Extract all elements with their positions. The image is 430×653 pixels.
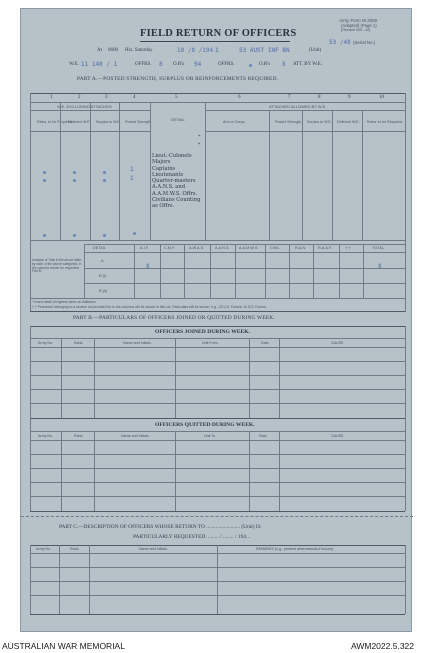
- right-col-arm: Arm or Corps.: [223, 120, 246, 124]
- serial-label: (Serial No.): [353, 40, 376, 45]
- col-number-5: 5: [175, 95, 178, 100]
- form-title: FIELD RETURN OF OFFICERS: [140, 28, 297, 39]
- typed-mark: [43, 171, 46, 174]
- rank-list: [152, 153, 200, 210]
- col-number-3: 3: [105, 95, 108, 100]
- summary-vline: [184, 244, 185, 298]
- rank-asterisk-2: *: [198, 143, 201, 148]
- joined-col-unit-from: Unit From.: [202, 341, 219, 345]
- joined-title-border: [30, 338, 405, 339]
- part-a-vline-8: [332, 110, 333, 240]
- part-c-vline: [217, 545, 218, 614]
- part-c-tear-line: [21, 516, 413, 517]
- summary-vline: [363, 244, 364, 298]
- part-a-bottom-border: [30, 311, 405, 312]
- part-a-vline-7: [302, 110, 303, 240]
- ors2-label: O.R's: [259, 62, 271, 67]
- ors-label: O.R's: [173, 62, 185, 67]
- typed-one-captains: 1: [130, 166, 134, 173]
- summary-vline: [339, 244, 340, 298]
- summary-col-ran: R.A.N.: [295, 246, 307, 250]
- summary-col-civil: CIVIL.: [270, 246, 281, 250]
- joined-vline: [249, 338, 250, 418]
- summary-col-other: † †: [345, 246, 351, 250]
- summary-col-raaf: R.A.A.F.: [318, 246, 332, 250]
- right-col-posted: Posted Strength.: [275, 120, 302, 124]
- quitted-col-cause: CAUSE.: [331, 434, 345, 438]
- summary-row-border-2: [84, 283, 405, 284]
- offrs2-label: OFFRS.: [218, 62, 235, 67]
- footnote-1: * Insert detail of highest ranks on Battalion.: [32, 300, 97, 304]
- col-number-6: 6: [238, 95, 241, 100]
- quitted-col-army-no: Army No.: [38, 434, 53, 438]
- part-a-vline-3: [119, 102, 120, 240]
- summary-vline: [160, 244, 161, 298]
- summary-side-note: Analysis of Total in the above table, by each of the above categories, in the columns shown for respective Part B.: [32, 258, 82, 274]
- col-number-row-border: [30, 102, 405, 103]
- joined-col-army-no: Army No.: [38, 341, 53, 345]
- typed-mark: [133, 232, 136, 235]
- summary-vline: [313, 244, 314, 298]
- quitted-vline: [249, 431, 250, 511]
- joined-col-rank: Rank.: [74, 341, 84, 345]
- part-b-title: PART B.—PARTICULARS OF OFFICERS JOINED OR QUITTED DURING WEEK.: [73, 315, 275, 321]
- rank-majors: Majors: [152, 159, 171, 166]
- summary-vline: [134, 244, 135, 298]
- summary-total-value: 8: [378, 263, 382, 270]
- joined-vline: [405, 326, 406, 418]
- joined-col-name: Name and Initials.: [123, 341, 152, 345]
- footer-source: AUSTRALIAN WAR MEMORIAL: [2, 641, 125, 651]
- unit-value: 53 AUST INF BN: [239, 47, 290, 54]
- rank-quarter-masters: Quarter-masters: [152, 178, 196, 185]
- quitted-vline: [94, 431, 95, 511]
- typed-mark: [43, 179, 46, 182]
- quitted-row-line: [30, 496, 405, 497]
- detail-header: DETAIL: [171, 117, 185, 122]
- col-number-8: 8: [318, 95, 321, 100]
- quitted-row-line: [30, 482, 405, 483]
- joined-title: OFFICERS JOINED DURING WEEK.: [155, 329, 251, 335]
- quitted-col-rank: Rank.: [74, 434, 84, 438]
- summary-vline: [235, 244, 236, 298]
- quitted-col-date: Date.: [259, 434, 268, 438]
- we-excl-header: W.E. EXCLUDING ATTACHED: [57, 104, 112, 109]
- part-c-col-name: Name and Initials.: [139, 547, 168, 551]
- joined-vline: [279, 338, 280, 418]
- quitted-vline: [61, 431, 62, 511]
- quitted-vline: [175, 431, 176, 511]
- part-a-vline-4: [150, 102, 151, 240]
- typed-mark: [73, 234, 76, 237]
- part-c-bottom-border: [30, 614, 405, 615]
- part-a-vline-9: [362, 110, 363, 240]
- part-a-vline-5: [205, 102, 206, 240]
- rank-captains: Captains: [152, 165, 176, 172]
- part-a-title: PART A.—POSTED STRENGTH, SURPLUS OR REINFORCEMENTS REQUIRED.: [77, 76, 279, 82]
- offrs2-mark: [249, 64, 252, 67]
- we-label: W.E.: [69, 62, 79, 67]
- summary-col-total: TOTAL: [372, 246, 384, 250]
- right-col-surplus: Surplus to W.E.: [307, 120, 332, 124]
- part-a-totals-border: [30, 240, 405, 241]
- form-id-line3: (Revised 000...42): [341, 28, 371, 32]
- at-time: 0600: [108, 48, 118, 53]
- right-col-deficient: Deficient W.E.: [337, 120, 360, 124]
- typed-mark: [73, 179, 76, 182]
- left-col-reins: Reins. to be Required.: [37, 120, 73, 124]
- summary-row-b2: B (ii): [99, 288, 108, 293]
- part-c-vline: [89, 545, 90, 614]
- we-value: 11 140 / 1: [81, 61, 118, 68]
- quitted-col-name: Name and Initials.: [121, 434, 150, 438]
- part-c-col-remarks: REMARKS (e.g., present whereabouts if known).: [256, 547, 334, 551]
- part-c-vline: [405, 545, 406, 614]
- rank-as-offrs: as Offrs.: [152, 203, 175, 210]
- part-a-top-border: [30, 93, 405, 94]
- unit-label: (Unit): [309, 48, 322, 53]
- rank-asterisk-1: *: [198, 135, 201, 140]
- at-date: 18 /8 /194: [177, 47, 214, 54]
- joined-bottom-border: [30, 418, 405, 419]
- summary-vline: [265, 244, 266, 298]
- part-a-vline-2: [90, 102, 91, 240]
- typed-one-lieutenants: 1: [130, 175, 134, 182]
- rank-lieutenants: Lieutenants: [152, 171, 184, 178]
- summary-row-border-1: [84, 268, 405, 269]
- summary-row-b1: B (i): [99, 273, 107, 278]
- attached-header-border: [205, 110, 405, 111]
- attached-header: ATTACHED ALLOWED BY W.E.: [269, 104, 327, 109]
- quitted-row-line: [30, 454, 405, 455]
- ors2-value: 8: [282, 61, 286, 68]
- right-col-reins: Reins. to be Required.: [367, 120, 403, 124]
- summary-top-border: [84, 244, 405, 245]
- typed-mark: [103, 171, 106, 174]
- part-c-title-line1: PART C.—DESCRIPTION OF OFFICERS WHOSE RETURN TO ......................... (Unit) IS: [59, 524, 261, 530]
- form-id-line2: (Adapted) (Page 1): [341, 23, 377, 28]
- offrs-label: OFFRS.: [135, 62, 152, 67]
- rank-lieut-colonels: Lieut.-Colonels: [152, 153, 192, 159]
- summary-aif-value: 8: [146, 263, 150, 270]
- joined-col-date: Date.: [261, 341, 270, 345]
- col-number-4: 4: [133, 95, 136, 100]
- summary-row-a: A.: [101, 258, 105, 263]
- part-a-left-border: [30, 93, 31, 312]
- col-number-9: 9: [348, 95, 351, 100]
- quitted-title-border: [30, 431, 405, 432]
- summary-col-cmf: C.M.F.: [164, 246, 175, 250]
- typed-mark: [73, 171, 76, 174]
- at-hours-label: Hrs. Saturday: [125, 48, 153, 53]
- part-c-vline: [30, 545, 31, 614]
- rank-civilians: Civilians Counting: [152, 197, 201, 204]
- joined-row-line: [30, 389, 405, 390]
- summary-col-detail: DETAIL: [93, 246, 107, 250]
- joined-header-border: [30, 347, 405, 348]
- col-number-2: 2: [78, 95, 81, 100]
- footnote-2: † † Personnel belonging to a service not provided for in the columns will be shown in this col. Particulars will be shown, e.g., 23 U.S. Forces; 10 N.Z. Forces.: [32, 305, 267, 309]
- joined-col-cause: CAUSE.: [331, 341, 345, 345]
- summary-col-aans: A.A.N.S.: [215, 246, 230, 250]
- left-col-deficient: Deficient W.E.: [68, 120, 91, 124]
- quitted-col-unit-to: Unit To.: [204, 434, 217, 438]
- summary-col-awas: A.W.A.S.: [189, 246, 205, 250]
- part-a-vline-6: [269, 110, 270, 240]
- title-underline: [140, 41, 290, 42]
- typed-mark: [103, 179, 106, 182]
- part-c-title-line2: PARTICULARLY REQUESTED. ........ / ........ / 194...: [133, 534, 251, 540]
- footer-bar: [0, 639, 430, 653]
- rank-aans: A.A.N.S. and: [152, 184, 186, 191]
- serial-number-value: 53 /48: [329, 39, 351, 46]
- col-number-10: 10: [379, 95, 384, 100]
- summary-header-border: [84, 252, 405, 253]
- att-label: ATT. BY W.E.: [293, 62, 323, 67]
- at-year: 1: [215, 47, 219, 54]
- quitted-vline: [405, 418, 406, 511]
- quitted-row-line: [30, 468, 405, 469]
- field-return-form: [20, 8, 412, 632]
- col-number-7: 7: [288, 95, 291, 100]
- footer-accession: AWM2022.5.322: [351, 641, 414, 651]
- part-c-col-army-no: Army No.: [36, 547, 51, 551]
- part-a-vline-1: [60, 102, 61, 240]
- summary-vline: [289, 244, 290, 298]
- part-a-right-border: [405, 93, 406, 312]
- at-prefix: At: [97, 48, 102, 53]
- summary-col-aamws: A.A.M.W.S.: [239, 246, 259, 250]
- right-subheader-border: [205, 131, 405, 132]
- quitted-vline: [30, 418, 31, 511]
- joined-row-line: [30, 375, 405, 376]
- typed-mark: [103, 234, 106, 237]
- quitted-title: OFFICERS QUITTED DURING WEEK.: [155, 422, 255, 428]
- joined-vline: [61, 338, 62, 418]
- quitted-bottom-border: [30, 511, 405, 512]
- offrs-value: 8: [159, 61, 163, 68]
- typed-mark: [43, 234, 46, 237]
- joined-vline: [94, 338, 95, 418]
- joined-top-border: [30, 326, 405, 327]
- joined-row-line: [30, 403, 405, 404]
- rank-aamws: A.A.M.W.S. Offrs.: [152, 190, 198, 197]
- quitted-header-border: [30, 440, 405, 441]
- joined-row-line: [30, 361, 405, 362]
- form-id-line1: Army Form W.3008: [339, 18, 377, 23]
- joined-vline: [175, 338, 176, 418]
- part-c-col-rank: Rank.: [70, 547, 80, 551]
- quitted-vline: [279, 431, 280, 511]
- part-c-vline: [59, 545, 60, 614]
- summary-col-aif: A.I.F.: [140, 246, 149, 250]
- left-col-posted: Posted Strength.: [125, 120, 152, 124]
- ors-value: 94: [194, 61, 202, 68]
- left-col-surplus: Surplus to W.E.: [96, 120, 121, 124]
- summary-vline: [210, 244, 211, 298]
- joined-vline: [30, 326, 31, 418]
- summary-bottom-border: [30, 298, 405, 299]
- col-number-1: 1: [50, 95, 53, 100]
